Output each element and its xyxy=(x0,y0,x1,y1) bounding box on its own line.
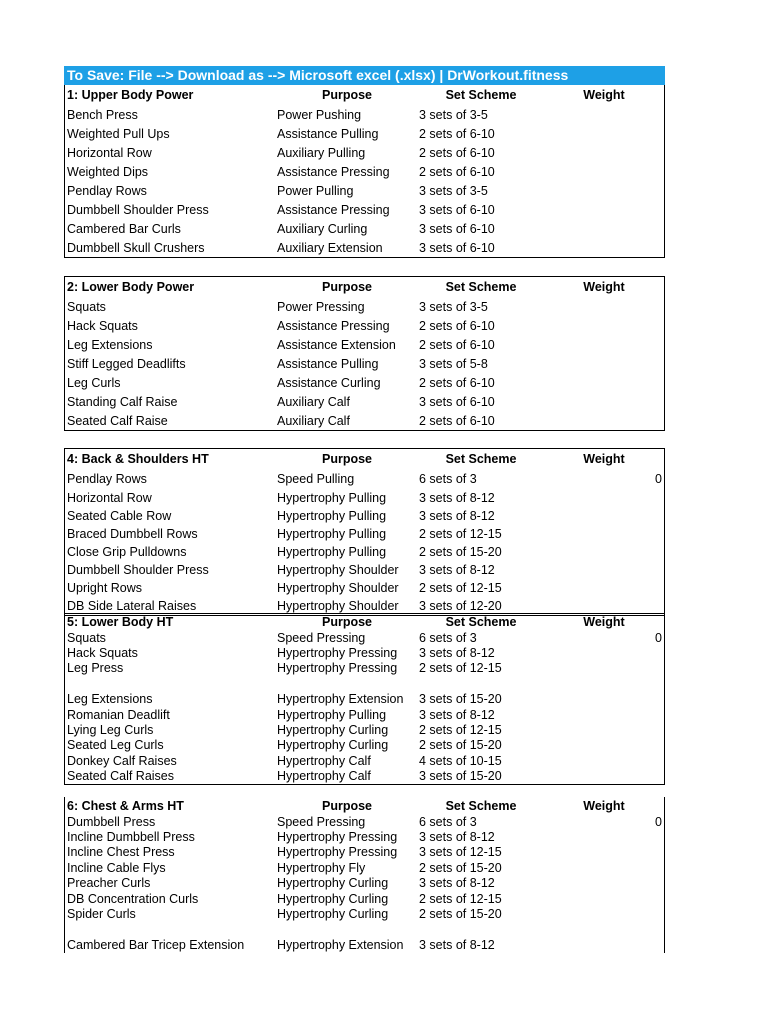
set-scheme-column-header: Set Scheme xyxy=(445,88,517,102)
exercise-name: Standing Calf Raise xyxy=(67,394,178,409)
exercise-row xyxy=(65,922,664,937)
exercise-set-scheme: 2 sets of 15-20 xyxy=(419,860,502,875)
exercise-row xyxy=(65,814,664,829)
exercise-set-scheme: 3 sets of 6-10 xyxy=(419,221,495,236)
exercise-name: Hack Squats xyxy=(67,646,138,661)
exercise-name: Spider Curls xyxy=(67,907,136,922)
section-header-row xyxy=(65,85,664,105)
exercise-name: Incline Cable Flys xyxy=(67,860,166,875)
exercise-purpose: Hypertrophy Pressing xyxy=(277,661,398,676)
exercise-name: Cambered Bar Tricep Extension xyxy=(67,937,245,952)
exercise-set-scheme: 2 sets of 6-10 xyxy=(419,337,495,352)
exercise-set-scheme: 2 sets of 15-20 xyxy=(419,545,502,559)
exercise-purpose: Hypertrophy Pulling xyxy=(277,707,387,722)
exercise-row xyxy=(65,769,664,784)
section-header-row xyxy=(65,449,664,469)
exercise-set-scheme: 3 sets of 5-8 xyxy=(419,356,488,371)
exercise-set-scheme: 3 sets of 15-20 xyxy=(419,692,502,707)
exercise-row xyxy=(65,105,664,124)
exercise-name: Leg Extensions xyxy=(67,337,153,352)
exercise-purpose: Hypertrophy Pulling xyxy=(277,545,387,559)
exercise-row xyxy=(65,579,664,597)
exercise-purpose: Assistance Pulling xyxy=(277,126,379,141)
set-scheme-column-header: Set Scheme xyxy=(445,798,517,813)
section-title: 4: Back & Shoulders HT xyxy=(67,452,209,466)
exercise-set-scheme: 3 sets of 3-5 xyxy=(419,107,488,122)
exercise-name: Horizontal Row xyxy=(67,145,152,160)
save-instructions-banner: To Save: File --> Download as --> Microsoft excel (.xlsx) | DrWorkout.fitness xyxy=(64,66,665,85)
set-scheme-column-header: Set Scheme xyxy=(445,280,517,294)
exercise-purpose: Hypertrophy Curling xyxy=(277,891,389,906)
exercise-name: Braced Dumbbell Rows xyxy=(67,527,198,541)
exercise-weight: 0 xyxy=(655,472,662,486)
exercise-set-scheme: 3 sets of 12-20 xyxy=(419,599,502,613)
exercise-name: Weighted Dips xyxy=(67,164,149,179)
exercise-name: DB Side Lateral Raises xyxy=(67,599,197,613)
exercise-row xyxy=(65,543,664,561)
exercise-name: Squats xyxy=(67,630,106,645)
exercise-row xyxy=(65,722,664,737)
exercise-set-scheme: 2 sets of 6-10 xyxy=(419,413,495,428)
exercise-row xyxy=(65,937,664,952)
exercise-row xyxy=(65,469,664,489)
exercise-row xyxy=(65,525,664,543)
workout-section xyxy=(64,613,665,785)
workout-section xyxy=(64,448,665,616)
exercise-row xyxy=(65,181,664,200)
weight-column-header: Weight xyxy=(583,452,625,466)
exercise-set-scheme: 3 sets of 6-10 xyxy=(419,394,495,409)
exercise-row xyxy=(65,561,664,579)
exercise-purpose: Speed Pressing xyxy=(277,630,366,645)
exercise-row xyxy=(65,124,664,143)
exercise-set-scheme: 3 sets of 8-12 xyxy=(419,509,495,523)
exercise-purpose: Hypertrophy Pressing xyxy=(277,845,398,860)
exercise-purpose: Auxiliary Pulling xyxy=(277,145,366,160)
exercise-purpose: Speed Pressing xyxy=(277,814,366,829)
purpose-column-header: Purpose xyxy=(321,615,372,629)
exercise-purpose: Power Pressing xyxy=(277,299,365,314)
exercise-name: Close Grip Pulldowns xyxy=(67,545,187,559)
exercise-purpose: Assistance Curling xyxy=(277,375,381,390)
exercise-set-scheme: 3 sets of 8-12 xyxy=(419,830,495,845)
exercise-row xyxy=(65,692,664,707)
exercise-purpose: Hypertrophy Pulling xyxy=(277,509,387,523)
exercise-name: DB Concentration Curls xyxy=(67,891,199,906)
exercise-name: Bench Press xyxy=(67,107,138,122)
exercise-name: Lying Leg Curls xyxy=(67,723,154,738)
exercise-name: Incline Chest Press xyxy=(67,845,175,860)
exercise-set-scheme: 2 sets of 6-10 xyxy=(419,375,495,390)
exercise-row xyxy=(65,829,664,844)
weight-column-header: Weight xyxy=(583,615,625,629)
exercise-row xyxy=(65,354,664,373)
exercise-purpose: Hypertrophy Shoulder xyxy=(277,563,399,577)
exercise-name: Seated Calf Raise xyxy=(67,413,168,428)
exercise-purpose: Hypertrophy Pulling xyxy=(277,527,387,541)
exercise-row xyxy=(65,219,664,238)
exercise-set-scheme: 3 sets of 8-12 xyxy=(419,646,495,661)
exercise-row xyxy=(65,630,664,645)
exercise-purpose: Assistance Pulling xyxy=(277,356,379,371)
exercise-set-scheme: 6 sets of 3 xyxy=(419,814,477,829)
exercise-purpose: Hypertrophy Shoulder xyxy=(277,581,399,595)
exercise-row xyxy=(65,411,664,430)
exercise-name: Preacher Curls xyxy=(67,876,151,891)
exercise-purpose: Hypertrophy Calf xyxy=(277,753,371,768)
exercise-row xyxy=(65,200,664,219)
exercise-name: Dumbbell Press xyxy=(67,814,156,829)
exercise-set-scheme: 2 sets of 6-10 xyxy=(419,145,495,160)
workout-section xyxy=(64,797,665,953)
exercise-purpose: Hypertrophy Extension xyxy=(277,937,404,952)
exercise-purpose: Assistance Pressing xyxy=(277,318,390,333)
section-header-row xyxy=(65,797,664,814)
exercise-weight: 0 xyxy=(655,814,662,829)
exercise-set-scheme: 2 sets of 6-10 xyxy=(419,318,495,333)
exercise-purpose: Power Pushing xyxy=(277,107,362,122)
exercise-purpose: Auxiliary Calf xyxy=(277,394,350,409)
exercise-name: Weighted Pull Ups xyxy=(67,126,170,141)
exercise-set-scheme: 3 sets of 6-10 xyxy=(419,240,495,255)
exercise-row xyxy=(65,876,664,891)
exercise-set-scheme: 6 sets of 3 xyxy=(419,630,477,645)
exercise-name: Upright Rows xyxy=(67,581,143,595)
exercise-row xyxy=(65,661,664,676)
exercise-row xyxy=(65,738,664,753)
exercise-row xyxy=(65,891,664,906)
exercise-name: Romanian Deadlift xyxy=(67,707,170,722)
exercise-purpose: Auxiliary Extension xyxy=(277,240,383,255)
weight-column-header: Weight xyxy=(583,88,625,102)
exercise-row xyxy=(65,335,664,354)
exercise-name: Seated Leg Curls xyxy=(67,738,164,753)
exercise-purpose: Hypertrophy Pressing xyxy=(277,830,398,845)
exercise-purpose: Hypertrophy Curling xyxy=(277,876,389,891)
weight-column-header: Weight xyxy=(583,280,625,294)
exercise-purpose: Hypertrophy Curling xyxy=(277,723,389,738)
purpose-column-header: Purpose xyxy=(321,452,372,466)
exercise-row xyxy=(65,297,664,316)
exercise-purpose: Auxiliary Curling xyxy=(277,221,368,236)
exercise-row xyxy=(65,373,664,392)
exercise-set-scheme: 3 sets of 3-5 xyxy=(419,183,488,198)
exercise-name: Leg Extensions xyxy=(67,692,153,707)
exercise-row xyxy=(65,143,664,162)
exercise-purpose: Hypertrophy Pulling xyxy=(277,491,387,505)
exercise-set-scheme: 3 sets of 6-10 xyxy=(419,202,495,217)
exercise-set-scheme: 2 sets of 12-15 xyxy=(419,661,502,676)
exercise-row xyxy=(65,707,664,722)
exercise-purpose: Power Pulling xyxy=(277,183,354,198)
exercise-set-scheme: 3 sets of 8-12 xyxy=(419,491,495,505)
exercise-row xyxy=(65,507,664,525)
exercise-purpose: Hypertrophy Curling xyxy=(277,738,389,753)
exercise-name: Seated Calf Raises xyxy=(67,769,175,784)
exercise-set-scheme: 3 sets of 3-5 xyxy=(419,299,488,314)
exercise-set-scheme: 2 sets of 12-15 xyxy=(419,723,502,738)
exercise-name: Stiff Legged Deadlifts xyxy=(67,356,186,371)
section-header-row xyxy=(65,614,664,630)
exercise-set-scheme: 3 sets of 8-12 xyxy=(419,707,495,722)
exercise-purpose: Hypertrophy Shoulder xyxy=(277,599,399,613)
exercise-name: Leg Press xyxy=(67,661,124,676)
exercise-set-scheme: 3 sets of 8-12 xyxy=(419,876,495,891)
exercise-row xyxy=(65,906,664,921)
workout-section xyxy=(64,85,665,258)
exercise-set-scheme: 2 sets of 6-10 xyxy=(419,164,495,179)
exercise-row xyxy=(65,392,664,411)
section-header-row xyxy=(65,277,664,297)
exercise-row xyxy=(65,645,664,660)
exercise-name: Pendlay Rows xyxy=(67,472,147,486)
exercise-name: Incline Dumbbell Press xyxy=(67,830,195,845)
exercise-purpose: Hypertrophy Extension xyxy=(277,692,404,707)
set-scheme-column-header: Set Scheme xyxy=(445,452,517,466)
exercise-set-scheme: 3 sets of 8-12 xyxy=(419,937,495,952)
exercise-set-scheme: 3 sets of 8-12 xyxy=(419,563,495,577)
exercise-purpose: Hypertrophy Curling xyxy=(277,907,389,922)
exercise-purpose: Hypertrophy Fly xyxy=(277,860,366,875)
section-title: 2: Lower Body Power xyxy=(67,280,195,294)
exercise-name: Dumbbell Shoulder Press xyxy=(67,202,209,217)
set-scheme-column-header: Set Scheme xyxy=(445,615,517,629)
exercise-set-scheme: 2 sets of 15-20 xyxy=(419,907,502,922)
exercise-set-scheme: 2 sets of 15-20 xyxy=(419,738,502,753)
workout-section xyxy=(64,276,665,431)
exercise-name: Hack Squats xyxy=(67,318,138,333)
exercise-row xyxy=(65,753,664,768)
exercise-name: Leg Curls xyxy=(67,375,121,390)
exercise-row xyxy=(65,845,664,860)
exercise-name: Cambered Bar Curls xyxy=(67,221,181,236)
exercise-purpose: Hypertrophy Calf xyxy=(277,769,371,784)
exercise-purpose: Auxiliary Calf xyxy=(277,413,350,428)
exercise-purpose: Assistance Extension xyxy=(277,337,396,352)
exercise-set-scheme: 2 sets of 12-15 xyxy=(419,527,502,541)
exercise-purpose: Speed Pulling xyxy=(277,472,355,486)
purpose-column-header: Purpose xyxy=(321,280,372,294)
exercise-set-scheme: 3 sets of 15-20 xyxy=(419,769,502,784)
exercise-name: Horizontal Row xyxy=(67,491,152,505)
exercise-name: Dumbbell Skull Crushers xyxy=(67,240,205,255)
purpose-column-header: Purpose xyxy=(321,798,372,813)
exercise-name: Pendlay Rows xyxy=(67,183,147,198)
exercise-name: Dumbbell Shoulder Press xyxy=(67,563,209,577)
exercise-name: Seated Cable Row xyxy=(67,509,172,523)
exercise-purpose: Assistance Pressing xyxy=(277,202,390,217)
exercise-row xyxy=(65,676,664,691)
exercise-set-scheme: 3 sets of 12-15 xyxy=(419,845,502,860)
exercise-row xyxy=(65,162,664,181)
weight-column-header: Weight xyxy=(583,798,625,813)
exercise-purpose: Assistance Pressing xyxy=(277,164,390,179)
exercise-row xyxy=(65,316,664,335)
exercise-set-scheme: 4 sets of 10-15 xyxy=(419,753,502,768)
exercise-weight: 0 xyxy=(655,630,662,645)
exercise-name: Donkey Calf Raises xyxy=(67,753,177,768)
exercise-set-scheme: 2 sets of 12-15 xyxy=(419,581,502,595)
exercise-set-scheme: 2 sets of 12-15 xyxy=(419,891,502,906)
exercise-row xyxy=(65,860,664,875)
purpose-column-header: Purpose xyxy=(321,88,372,102)
section-title: 5: Lower Body HT xyxy=(67,615,174,629)
exercise-set-scheme: 2 sets of 6-10 xyxy=(419,126,495,141)
exercise-row xyxy=(65,489,664,507)
section-title: 6: Chest & Arms HT xyxy=(67,798,184,813)
exercise-purpose: Hypertrophy Pressing xyxy=(277,646,398,661)
exercise-row xyxy=(65,238,664,257)
exercise-set-scheme: 6 sets of 3 xyxy=(419,472,477,486)
exercise-name: Squats xyxy=(67,299,106,314)
section-title: 1: Upper Body Power xyxy=(67,88,194,102)
